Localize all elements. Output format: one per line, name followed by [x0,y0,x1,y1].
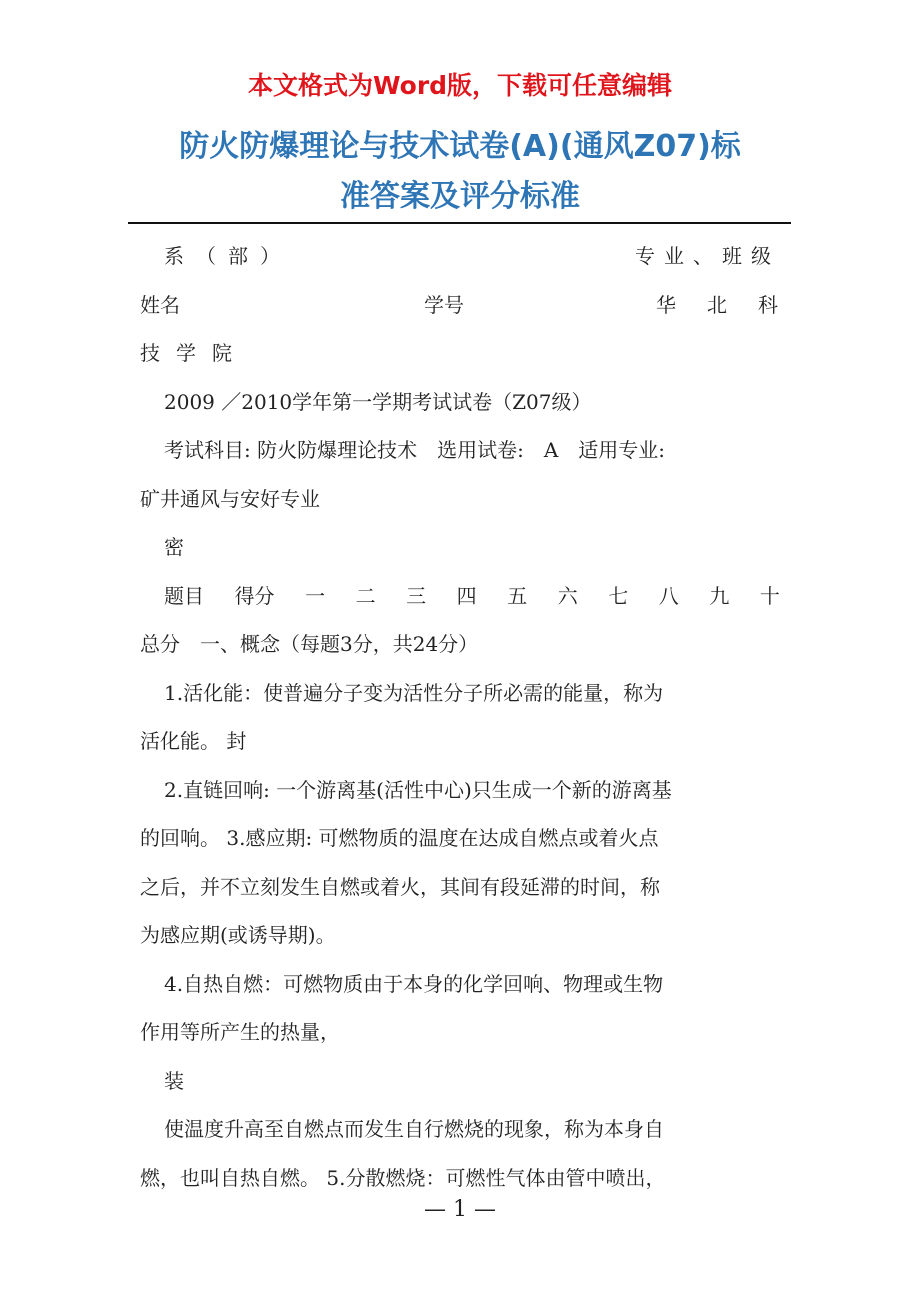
document-body [140,232,809,1202]
paragraph-line: 的回响。 3.感应期: 可燃物质的温度在达成自燃点或着火点 [140,826,659,850]
seal-mark-zhuang: 装 [164,1068,184,1093]
title-line-1: 防火防爆理论与技术试卷(A)(通风Z07)标 [179,129,741,164]
school-name-part1: 华北科 [656,292,809,317]
student-id-label: 学号 [424,292,464,317]
title-line-2: 准答案及评分标准 [340,179,580,214]
header-school-row [140,329,780,378]
score-cell: 八 [658,583,679,608]
score-cell: 七 [608,583,629,608]
score-cell: 一 [305,583,326,608]
header-dept-row [140,232,780,281]
score-table-row [140,572,780,621]
section-heading: 总分 一、概念（每题3分，共24分） [140,632,479,656]
header-name-row [140,281,809,330]
school-name-part2: 技学院 [140,341,248,365]
major-class-label: 专业、班级 [635,244,780,268]
paragraph-line: 2.直链回响: 一个游离基(活性中心)只生成一个新的游离基 [164,777,672,802]
title-divider [128,222,791,224]
dept-label: 系（部） [164,244,292,268]
score-cell: 五 [507,583,528,608]
score-cell: 十 [759,583,780,608]
score-cell: 三 [406,583,427,608]
term-line: 2009 ／2010学年第一学期考试试卷（Z07级） [164,389,592,414]
paragraph-line: 活化能。 封 [140,729,247,753]
paragraph-line: 为感应期(或诱导期)。 [140,923,336,947]
score-cell: 题目 [164,583,204,608]
score-cell: 四 [456,583,477,608]
paragraph-line: 使温度升高至自燃点而发生自行燃烧的现象，称为本身自 [164,1117,664,1141]
paragraph-line: 1.活化能：使普遍分子变为活性分子所必需的能量，称为 [164,680,664,705]
document-title [120,122,800,222]
paragraph-line: 燃，也叫自热自燃。 5.分散燃烧：可燃性气体由管中喷出， [140,1165,666,1190]
exam-info-continued: 矿井通风与安好专业 [140,486,320,511]
score-cell: 六 [557,583,578,608]
exam-info-line: 考试科目: 防火防爆理论技术 选用试卷: A 适用专业: [164,438,666,462]
paragraph-line: 4.自热自燃：可燃物质由于本身的化学回响、物理或生物 [164,971,664,996]
download-banner: 本文格式为Word版，下载可任意编辑 [247,71,673,100]
seal-mark-mi: 密 [164,535,184,559]
paragraph-line: 作用等所产生的热量， [140,1020,340,1044]
score-cell: 九 [709,583,730,608]
score-cell: 得分 [234,583,275,608]
page-number: — 1 — [424,1197,496,1222]
score-cell: 二 [355,583,376,608]
name-label: 姓名 [140,292,180,317]
paragraph-line: 之后，并不立刻发生自燃或着火，其间有段延滞的时间，称 [140,874,660,899]
